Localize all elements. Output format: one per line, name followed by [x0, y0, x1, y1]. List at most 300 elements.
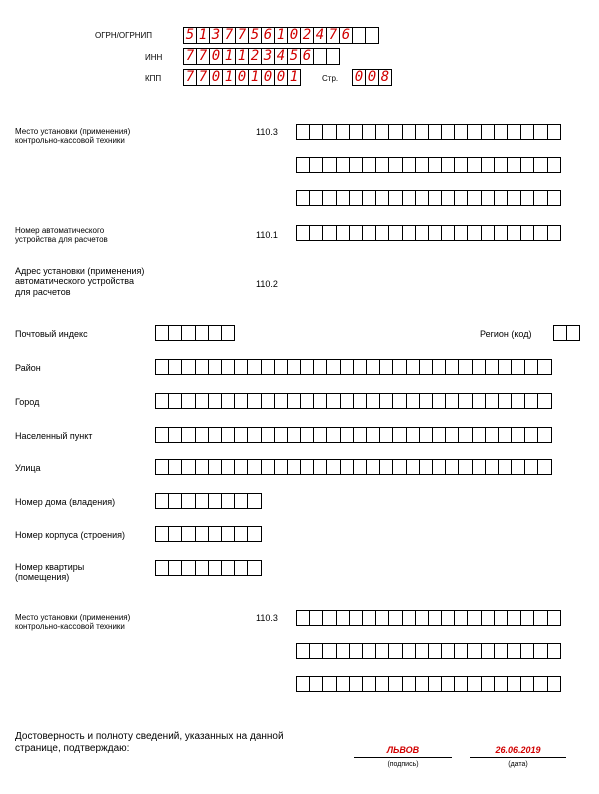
char-cell	[261, 393, 275, 409]
char-cell	[155, 325, 169, 341]
char-cell	[467, 190, 481, 206]
char-cell	[445, 393, 459, 409]
char-cell	[309, 225, 323, 241]
char-cell	[547, 225, 561, 241]
char-cell	[441, 190, 455, 206]
inn-label: ИНН	[145, 53, 163, 62]
char-cell	[498, 427, 512, 443]
char-cell	[481, 124, 495, 140]
char-cell	[247, 493, 261, 509]
char-cell	[458, 459, 472, 475]
char-cell	[322, 676, 336, 692]
char-cell	[392, 393, 406, 409]
digit-cell: 1	[222, 69, 236, 86]
inn-field[interactable]	[183, 48, 340, 65]
char-cell	[181, 493, 195, 509]
district-label: Район	[15, 363, 41, 373]
char-cell	[234, 526, 248, 542]
char-cell	[296, 190, 310, 206]
char-cell	[388, 157, 402, 173]
char-cell	[296, 124, 310, 140]
char-cell	[520, 157, 534, 173]
char-cell	[168, 393, 182, 409]
char-cell	[388, 610, 402, 626]
char-cell	[533, 610, 547, 626]
char-cell	[428, 610, 442, 626]
char-cell	[300, 359, 314, 375]
char-cell	[208, 493, 222, 509]
char-cell	[195, 526, 209, 542]
char-cell	[234, 427, 248, 443]
char-cell	[533, 643, 547, 659]
char-cell	[511, 427, 525, 443]
char-cell	[322, 610, 336, 626]
char-cell	[261, 359, 275, 375]
char-cell	[507, 157, 521, 173]
char-cell	[432, 427, 446, 443]
device-label: Номер автоматического устройства для расчетов	[15, 226, 108, 245]
char-cell	[379, 393, 393, 409]
char-cell	[274, 427, 288, 443]
char-cell	[507, 225, 521, 241]
char-cell	[208, 325, 222, 341]
char-cell	[553, 325, 567, 341]
char-cell	[234, 359, 248, 375]
digit-cell: 5	[248, 27, 262, 44]
char-cell	[340, 427, 354, 443]
char-cell	[296, 643, 310, 659]
char-cell	[362, 124, 376, 140]
digit-cell: 0	[287, 27, 301, 44]
char-cell	[520, 124, 534, 140]
char-cell	[467, 124, 481, 140]
char-cell	[428, 157, 442, 173]
char-cell	[507, 124, 521, 140]
digit-cell: 1	[222, 48, 236, 65]
char-cell	[234, 493, 248, 509]
char-cell	[547, 610, 561, 626]
postal-label: Почтовый индекс	[15, 329, 88, 339]
char-cell	[247, 459, 261, 475]
char-cell	[485, 459, 499, 475]
char-cell	[566, 325, 580, 341]
char-cell	[195, 325, 209, 341]
digit-cell: 6	[339, 27, 353, 44]
char-cell	[419, 359, 433, 375]
char-cell	[458, 359, 472, 375]
char-cell	[498, 459, 512, 475]
house-field[interactable]	[155, 493, 262, 509]
char-cell	[375, 643, 389, 659]
char-cell	[441, 676, 455, 692]
char-cell	[362, 157, 376, 173]
char-cell	[428, 190, 442, 206]
char-cell	[454, 157, 468, 173]
char-cell	[441, 643, 455, 659]
char-cell	[524, 359, 538, 375]
char-cell	[498, 359, 512, 375]
place-2-field-row-1[interactable]	[296, 610, 561, 626]
char-cell	[261, 427, 275, 443]
digit-cell: 1	[196, 27, 210, 44]
region-label: Регион (код)	[480, 329, 532, 339]
char-cell	[472, 427, 486, 443]
char-cell	[336, 190, 350, 206]
digit-cell: 2	[248, 48, 262, 65]
place-code-2: 110.3	[256, 613, 278, 623]
char-cell	[362, 610, 376, 626]
char-cell	[415, 124, 429, 140]
char-cell	[336, 124, 350, 140]
char-cell	[300, 427, 314, 443]
char-cell	[379, 427, 393, 443]
kpp-field[interactable]	[183, 69, 301, 86]
char-cell	[467, 157, 481, 173]
char-cell	[234, 560, 248, 576]
char-cell	[402, 225, 416, 241]
street-label: Улица	[15, 463, 41, 473]
char-cell	[432, 459, 446, 475]
char-cell	[362, 643, 376, 659]
char-cell	[309, 610, 323, 626]
place-field-row-3[interactable]	[296, 190, 561, 206]
char-cell	[494, 643, 508, 659]
char-cell	[432, 359, 446, 375]
char-cell	[353, 459, 367, 475]
char-cell	[309, 643, 323, 659]
char-cell	[524, 393, 538, 409]
char-cell	[445, 459, 459, 475]
char-cell	[234, 459, 248, 475]
char-cell	[454, 610, 468, 626]
char-cell	[181, 459, 195, 475]
char-cell	[415, 610, 429, 626]
signature-value: ЛЬВОВ	[386, 745, 420, 755]
digit-cell: 1	[287, 69, 301, 86]
char-cell	[547, 190, 561, 206]
char-cell	[441, 610, 455, 626]
char-cell	[524, 459, 538, 475]
char-cell	[494, 225, 508, 241]
char-cell	[402, 610, 416, 626]
address-code: 110.2	[256, 279, 278, 289]
char-cell	[208, 526, 222, 542]
char-cell	[353, 427, 367, 443]
char-cell	[313, 393, 327, 409]
char-cell	[388, 124, 402, 140]
char-cell	[168, 359, 182, 375]
char-cell	[498, 393, 512, 409]
digit-cell: 3	[261, 48, 275, 65]
char-cell	[313, 359, 327, 375]
char-cell	[547, 157, 561, 173]
char-cell	[533, 190, 547, 206]
char-cell	[208, 393, 222, 409]
char-cell	[353, 359, 367, 375]
place-field-row-1[interactable]	[296, 124, 561, 140]
signature-line[interactable]	[354, 757, 452, 758]
place-label-2: Место установки (применения) контрольно-кассовой техники	[15, 613, 131, 632]
char-cell	[181, 560, 195, 576]
char-cell	[349, 225, 363, 241]
flat-label: Номер квартиры (помещения)	[15, 562, 85, 583]
char-cell	[415, 225, 429, 241]
char-cell	[309, 157, 323, 173]
char-cell	[375, 225, 389, 241]
char-cell	[296, 225, 310, 241]
char-cell	[494, 124, 508, 140]
char-cell	[445, 427, 459, 443]
char-cell	[353, 393, 367, 409]
digit-cell	[365, 27, 379, 44]
char-cell	[168, 325, 182, 341]
char-cell	[428, 225, 442, 241]
digit-cell: 0	[261, 69, 275, 86]
ogrn-field[interactable]	[183, 27, 379, 44]
postal-field[interactable]	[155, 325, 235, 341]
char-cell	[472, 359, 486, 375]
char-cell	[296, 676, 310, 692]
date-line[interactable]	[470, 757, 566, 758]
char-cell	[388, 643, 402, 659]
digit-cell: 0	[365, 69, 379, 86]
char-cell	[388, 190, 402, 206]
building-field[interactable]	[155, 526, 262, 542]
char-cell	[547, 643, 561, 659]
region-field[interactable]	[553, 325, 580, 341]
char-cell	[247, 560, 261, 576]
char-cell	[375, 124, 389, 140]
char-cell	[155, 427, 169, 443]
char-cell	[533, 157, 547, 173]
char-cell	[537, 393, 551, 409]
street-field[interactable]	[155, 459, 552, 475]
place-code: 110.3	[256, 127, 278, 137]
char-cell	[402, 676, 416, 692]
char-cell	[415, 157, 429, 173]
digit-cell: 4	[313, 27, 327, 44]
char-cell	[507, 190, 521, 206]
char-cell	[537, 359, 551, 375]
char-cell	[402, 190, 416, 206]
char-cell	[181, 393, 195, 409]
device-code: 110.1	[256, 230, 278, 240]
char-cell	[406, 393, 420, 409]
char-cell	[507, 676, 521, 692]
char-cell	[340, 359, 354, 375]
char-cell	[441, 225, 455, 241]
settlement-label: Населенный пункт	[15, 431, 93, 441]
char-cell	[428, 643, 442, 659]
char-cell	[520, 676, 534, 692]
char-cell	[168, 427, 182, 443]
char-cell	[274, 393, 288, 409]
char-cell	[366, 459, 380, 475]
char-cell	[441, 124, 455, 140]
char-cell	[485, 427, 499, 443]
char-cell	[537, 459, 551, 475]
digit-cell: 1	[248, 69, 262, 86]
char-cell	[168, 459, 182, 475]
char-cell	[296, 610, 310, 626]
char-cell	[168, 493, 182, 509]
char-cell	[221, 560, 235, 576]
char-cell	[419, 459, 433, 475]
page-number-field[interactable]	[352, 69, 392, 86]
char-cell	[221, 526, 235, 542]
char-cell	[300, 459, 314, 475]
char-cell	[392, 459, 406, 475]
digit-cell: 0	[352, 69, 366, 86]
char-cell	[366, 359, 380, 375]
date-caption: (дата)	[508, 761, 528, 768]
char-cell	[533, 124, 547, 140]
digit-cell: 1	[274, 27, 288, 44]
char-cell	[322, 157, 336, 173]
char-cell	[287, 427, 301, 443]
char-cell	[155, 459, 169, 475]
char-cell	[485, 359, 499, 375]
char-cell	[208, 359, 222, 375]
char-cell	[322, 643, 336, 659]
place-2-field-row-3[interactable]	[296, 676, 561, 692]
char-cell	[349, 190, 363, 206]
char-cell	[507, 643, 521, 659]
char-cell	[247, 427, 261, 443]
digit-cell: 0	[274, 69, 288, 86]
char-cell	[406, 359, 420, 375]
char-cell	[402, 124, 416, 140]
city-label: Город	[15, 397, 40, 407]
char-cell	[406, 427, 420, 443]
char-cell	[524, 427, 538, 443]
digit-cell	[313, 48, 327, 65]
char-cell	[419, 393, 433, 409]
char-cell	[467, 610, 481, 626]
confirm-text: Достоверность и полноту сведений, указанных на данной странице, подтверждаю:	[15, 731, 284, 754]
char-cell	[221, 393, 235, 409]
char-cell	[472, 393, 486, 409]
char-cell	[322, 225, 336, 241]
char-cell	[375, 157, 389, 173]
char-cell	[349, 124, 363, 140]
place-2-field-row-2[interactable]	[296, 643, 561, 659]
char-cell	[481, 157, 495, 173]
char-cell	[520, 190, 534, 206]
char-cell	[366, 427, 380, 443]
char-cell	[481, 643, 495, 659]
char-cell	[322, 124, 336, 140]
char-cell	[168, 560, 182, 576]
char-cell	[375, 610, 389, 626]
digit-cell: 6	[261, 27, 275, 44]
district-field[interactable]	[155, 359, 552, 375]
char-cell	[336, 610, 350, 626]
char-cell	[458, 393, 472, 409]
house-label: Номер дома (владения)	[15, 497, 116, 507]
char-cell	[494, 676, 508, 692]
char-cell	[274, 459, 288, 475]
char-cell	[392, 427, 406, 443]
char-cell	[467, 225, 481, 241]
char-cell	[472, 459, 486, 475]
digit-cell: 5	[287, 48, 301, 65]
char-cell	[181, 325, 195, 341]
char-cell	[415, 643, 429, 659]
char-cell	[313, 427, 327, 443]
char-cell	[261, 459, 275, 475]
char-cell	[221, 427, 235, 443]
char-cell	[481, 676, 495, 692]
signature-caption: (подпись)	[387, 761, 419, 768]
char-cell	[392, 359, 406, 375]
char-cell	[234, 393, 248, 409]
digit-cell: 4	[274, 48, 288, 65]
char-cell	[322, 190, 336, 206]
char-cell	[221, 493, 235, 509]
char-cell	[326, 459, 340, 475]
char-cell	[208, 459, 222, 475]
char-cell	[375, 676, 389, 692]
char-cell	[336, 676, 350, 692]
char-cell	[454, 124, 468, 140]
char-cell	[520, 643, 534, 659]
city-field[interactable]	[155, 393, 552, 409]
flat-field[interactable]	[155, 560, 262, 576]
char-cell	[415, 190, 429, 206]
char-cell	[349, 610, 363, 626]
digit-cell: 3	[209, 27, 223, 44]
char-cell	[441, 157, 455, 173]
digit-cell	[352, 27, 366, 44]
char-cell	[415, 676, 429, 692]
char-cell	[511, 359, 525, 375]
digit-cell	[326, 48, 340, 65]
char-cell	[195, 393, 209, 409]
char-cell	[428, 124, 442, 140]
char-cell	[419, 427, 433, 443]
char-cell	[274, 359, 288, 375]
char-cell	[533, 676, 547, 692]
char-cell	[336, 225, 350, 241]
char-cell	[208, 560, 222, 576]
building-label: Номер корпуса (строения)	[15, 530, 126, 540]
char-cell	[454, 643, 468, 659]
digit-cell: 7	[196, 69, 210, 86]
digit-cell: 7	[222, 27, 236, 44]
char-cell	[379, 359, 393, 375]
place-field-row-2[interactable]	[296, 157, 561, 173]
char-cell	[520, 610, 534, 626]
char-cell	[402, 157, 416, 173]
char-cell	[362, 190, 376, 206]
char-cell	[432, 393, 446, 409]
char-cell	[362, 225, 376, 241]
digit-cell: 0	[235, 69, 249, 86]
char-cell	[349, 157, 363, 173]
char-cell	[195, 493, 209, 509]
device-field[interactable]	[296, 225, 561, 241]
digit-cell: 7	[326, 27, 340, 44]
char-cell	[336, 643, 350, 659]
char-cell	[467, 676, 481, 692]
char-cell	[511, 459, 525, 475]
settlement-field[interactable]	[155, 427, 552, 443]
char-cell	[300, 393, 314, 409]
char-cell	[537, 427, 551, 443]
char-cell	[458, 427, 472, 443]
char-cell	[454, 676, 468, 692]
